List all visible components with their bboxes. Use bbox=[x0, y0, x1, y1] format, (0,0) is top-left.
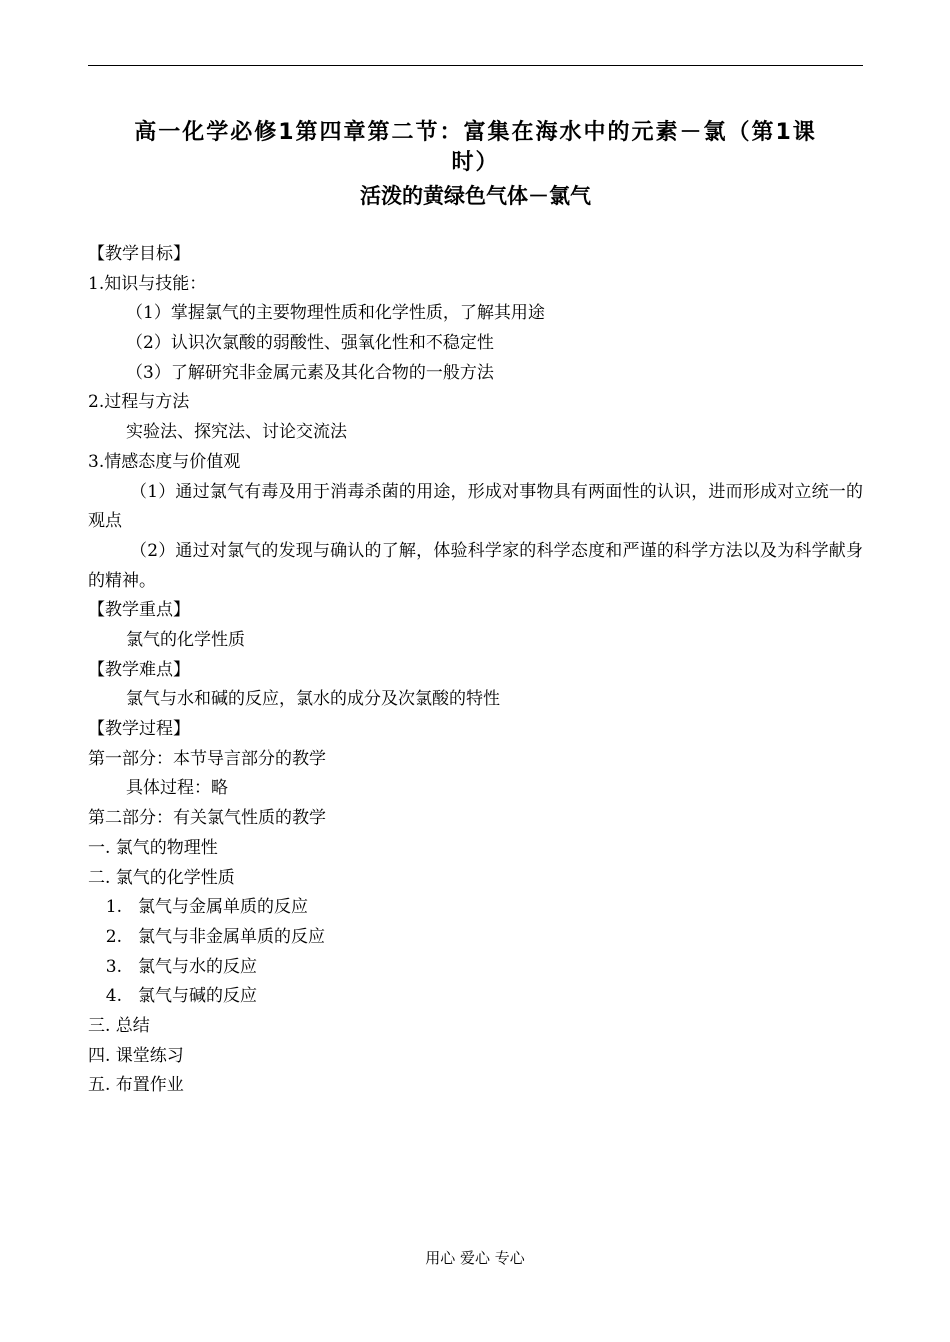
outline-item: 五. 布置作业 bbox=[88, 1075, 184, 1096]
key-points-text: 氯气的化学性质 bbox=[126, 630, 245, 650]
teaching-process-heading: 【教学过程】 bbox=[88, 719, 190, 740]
item-number: 3. bbox=[105, 956, 122, 977]
item-number: 2. bbox=[105, 926, 122, 947]
process-heading: 2.过程与方法 bbox=[88, 392, 190, 413]
document-body bbox=[88, 240, 863, 1101]
document-title: 高一化学必修1第四章第二节：富集在海水中的元素－氯（第1课 bbox=[134, 120, 817, 145]
outline-item: 一. 氯气的物理性 bbox=[88, 837, 218, 858]
title-block bbox=[88, 118, 863, 214]
part2-heading: 第二部分：有关氯气性质的教学 bbox=[88, 808, 326, 829]
outline-item: 二. 氯气的化学性质 bbox=[88, 867, 235, 888]
outline-item: 四. 课堂练习 bbox=[88, 1045, 184, 1066]
document-title-continued: 时） bbox=[451, 150, 500, 175]
knowledge-item: （3）了解研究非金属元素及其化合物的一般方法 bbox=[126, 362, 494, 383]
document-subtitle: 活泼的黄绿色气体－氯气 bbox=[360, 184, 591, 208]
objectives-heading: 【教学目标】 bbox=[88, 244, 190, 264]
emotion-heading: 3.情感态度与价值观 bbox=[88, 451, 241, 472]
process-text: 实验法、探究法、讨论交流法 bbox=[126, 422, 347, 443]
item-text: 氯气与水的反应 bbox=[138, 956, 257, 977]
part1-text: 具体过程：略 bbox=[126, 778, 228, 799]
numbered-item bbox=[88, 923, 863, 953]
emotion-paragraph: （2）通过对氯气的发现与确认的了解，体验科学家的科学态度和严谨的科学方法以及为科学献身的精神。 bbox=[88, 540, 863, 591]
difficult-points-heading: 【教学难点】 bbox=[88, 659, 190, 680]
numbered-item bbox=[88, 982, 863, 1012]
numbered-item bbox=[88, 953, 863, 983]
item-number: 1. bbox=[105, 897, 122, 918]
item-text: 氯气与碱的反应 bbox=[138, 986, 257, 1007]
part1-heading: 第一部分：本节导言部分的教学 bbox=[88, 748, 326, 769]
difficult-points-text: 氯气与水和碱的反应，氯水的成分及次氯酸的特性 bbox=[126, 689, 500, 710]
knowledge-item: （1）掌握氯气的主要物理性质和化学性质，了解其用途 bbox=[126, 303, 545, 324]
emotion-paragraph: （1）通过氯气有毒及用于消毒杀菌的用途，形成对事物具有两面性的认识，进而形成对立统一的观点 bbox=[88, 481, 863, 532]
page-footer: 用心 爱心 专心 bbox=[425, 1249, 525, 1267]
outline-item: 三. 总结 bbox=[88, 1015, 150, 1036]
item-text: 氯气与非金属单质的反应 bbox=[138, 926, 325, 947]
knowledge-heading: 1.知识与技能： bbox=[88, 273, 207, 294]
knowledge-item: （2）认识次氯酸的弱酸性、强氧化性和不稳定性 bbox=[126, 333, 494, 354]
item-text: 氯气与金属单质的反应 bbox=[138, 897, 308, 918]
key-points-heading: 【教学重点】 bbox=[88, 600, 190, 621]
numbered-item bbox=[88, 893, 863, 923]
header-rule bbox=[88, 65, 863, 66]
item-number: 4. bbox=[105, 986, 122, 1007]
